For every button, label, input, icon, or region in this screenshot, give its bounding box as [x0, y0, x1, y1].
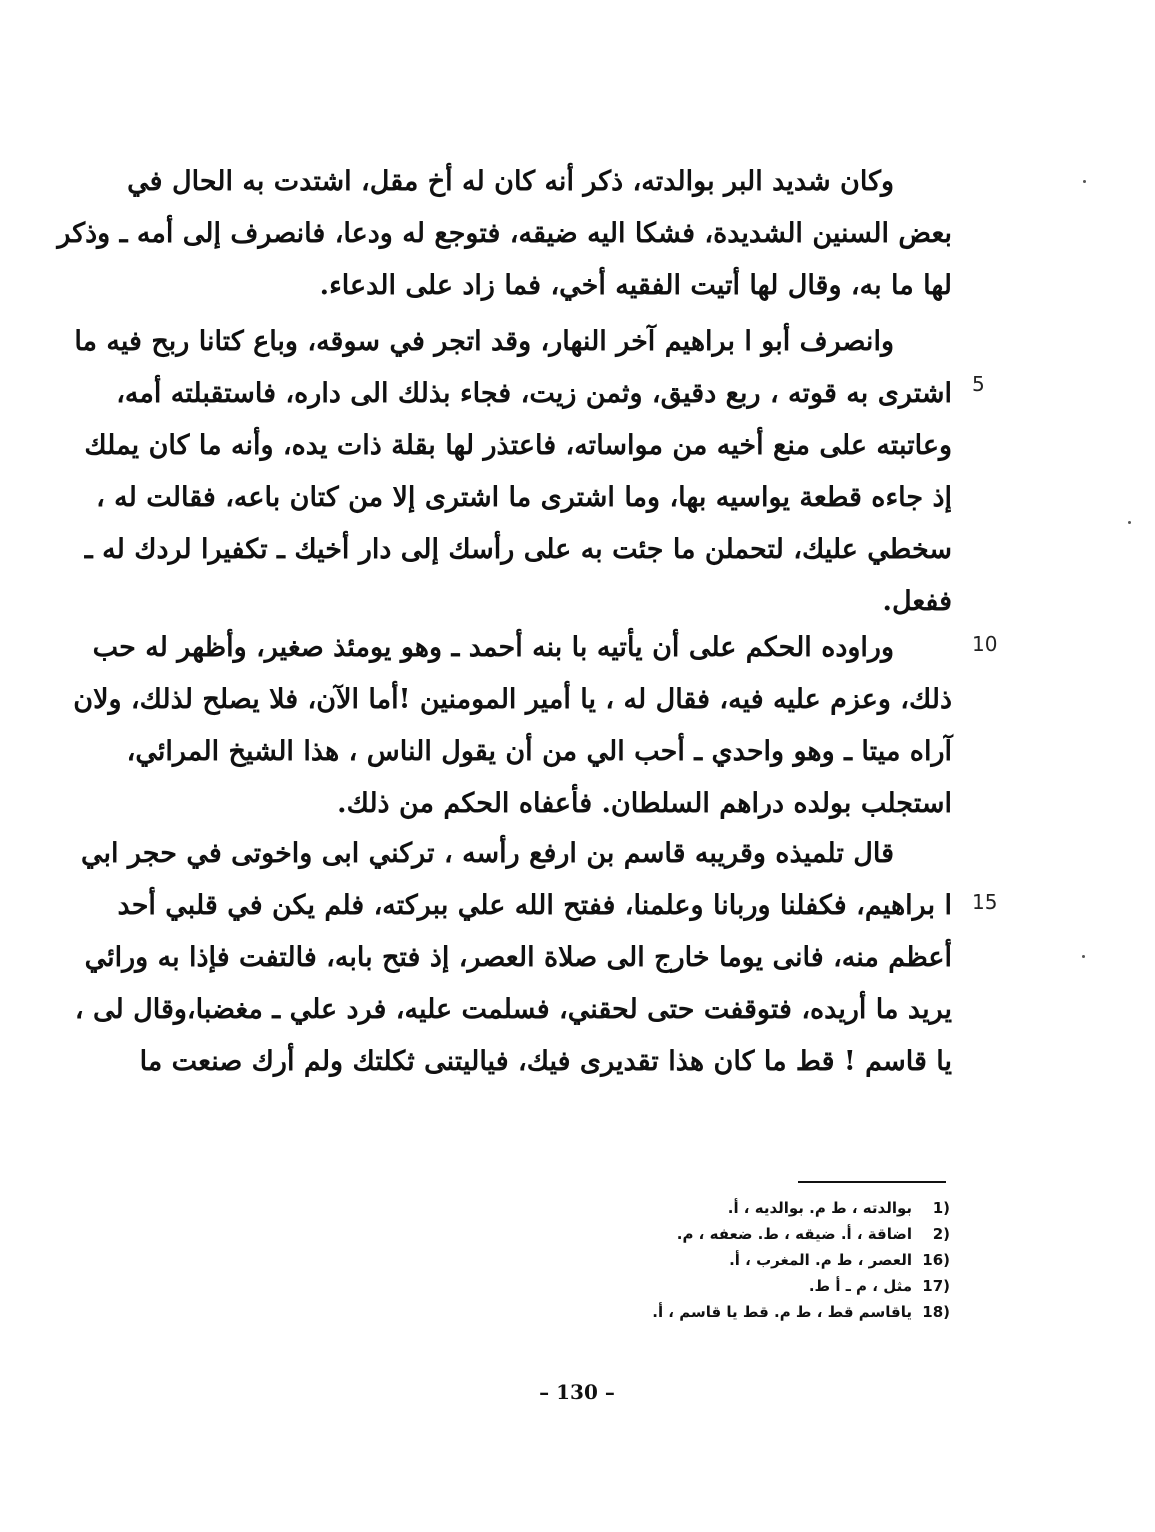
footnotes [600, 1195, 950, 1325]
line-number-5: 5 [972, 372, 985, 396]
footnote-text: العصر ، ط م. المغرب ، أ. [729, 1251, 912, 1269]
footnote [600, 1195, 950, 1221]
footnote-divider [798, 1181, 946, 1183]
text-line: بعض السنين الشديدة، فشكا اليه ضيقه، فتوجع له ودعا، فانصرف إلى أمه ـ وذكر [57, 218, 952, 249]
text-line: ففعل. [882, 586, 952, 617]
text-line: لها ما به، وقال لها أتيت الفقيه أخي، فما زاد على الدعاء. [319, 270, 952, 301]
text-line: استجلب بولده دراهم السلطان. فأعفاه الحكم من ذلك. [337, 788, 952, 819]
footnote-text: مثل ، م ـ أ ط. [808, 1277, 912, 1295]
text-line: آراه ميتا ـ وهو واحدي ـ أحب الي من أن يقول الناس ، هذا الشيخ المرائي، [126, 736, 952, 767]
line-number-15: 15 [972, 890, 998, 914]
footnote-text: اضاقة ، أ. ضيقه ، ط. ضعفه ، م. [676, 1225, 912, 1243]
text-line: إذ جاءه قطعة يواسيه بها، وما اشترى ما اشترى إلا من كتان باعه، فقالت له ، [96, 482, 952, 513]
paragraph-3 [73, 622, 952, 830]
footnote [600, 1299, 950, 1325]
scan-speck [1083, 180, 1086, 183]
footnote [600, 1273, 950, 1299]
text-line: ا براهيم، فكفلنا وربانا وعلمنا، ففتح الله علي ببركته، فلم يكن في قلبي أحد [117, 890, 952, 921]
scan-speck [1082, 955, 1085, 958]
text-line: وعاتبته على منع أخيه من مواساته، فاعتذر لها بقلة ذات يده، وأنه ما كان يملك [84, 430, 952, 461]
text-line: ذلك، وعزم عليه فيه، فقال له ، يا أمير المومنين !أما الآن، فلا يصلح لذلك، ولان [73, 684, 952, 715]
scan-speck [1128, 521, 1131, 524]
footnote-number: 16) [922, 1251, 950, 1269]
text-line: يا قاسم ! قط ما كان هذا تقديرى فيك، فياليتنى ثكلتك ولم أرك صنعت ما [139, 1046, 952, 1077]
text-line: اشترى به قوته ، ربع دقيق، وثمن زيت، فجاء بذلك الى داره، فاستقبلته أمه، [116, 378, 952, 409]
page-number: – 130 – [539, 1380, 615, 1404]
paragraph-4 [74, 828, 952, 1088]
footnote-number: 18) [922, 1303, 950, 1321]
line-number-10: 10 [972, 632, 998, 656]
paragraph-2 [74, 316, 952, 628]
footnote-text: ياقاسم قط ، ط م. قط يا قاسم ، أ. [652, 1303, 912, 1321]
text-line: سخطي عليك، لتحملن ما جئت به على رأسك إلى دار أخيك ـ تكفيرا لردك له ـ [84, 534, 952, 565]
text-line: وراوده الحكم على أن يأتيه با بنه أحمد ـ وهو يومئذ صغير، وأظهر له حب [92, 632, 894, 663]
paragraph-1 [57, 156, 952, 312]
text-line: وانصرف أبو ا براهيم آخر النهار، وقد اتجر في سوقه، وباع كتانا ربح فيه ما [74, 326, 894, 357]
text-line: وكان شديد البر بوالدته، ذكر أنه كان له أخ مقل، اشتدت به الحال في [127, 166, 894, 197]
footnote [600, 1247, 950, 1273]
text-line: قال تلميذه وقريبه قاسم بن ارفع رأسه ، تركني ابى واخوتى في حجر ابي [80, 838, 894, 869]
footnote-number: 1) [932, 1199, 950, 1217]
text-line: يريد ما أريده، فتوقفت حتى لحقني، فسلمت عليه، فرد علي ـ مغضبا،وقال لى ، [74, 994, 952, 1025]
footnote-text: بوالدته ، ط م. بوالديه ، أ. [727, 1199, 912, 1217]
text-line: أعظم منه، فانى يوما خارج الى صلاة العصر، إذ فتح بابه، فالتفت فإذا به ورائي [84, 942, 952, 973]
footnote [600, 1221, 950, 1247]
footnote-number: 2) [932, 1225, 950, 1243]
footnote-number: 17) [922, 1277, 950, 1295]
